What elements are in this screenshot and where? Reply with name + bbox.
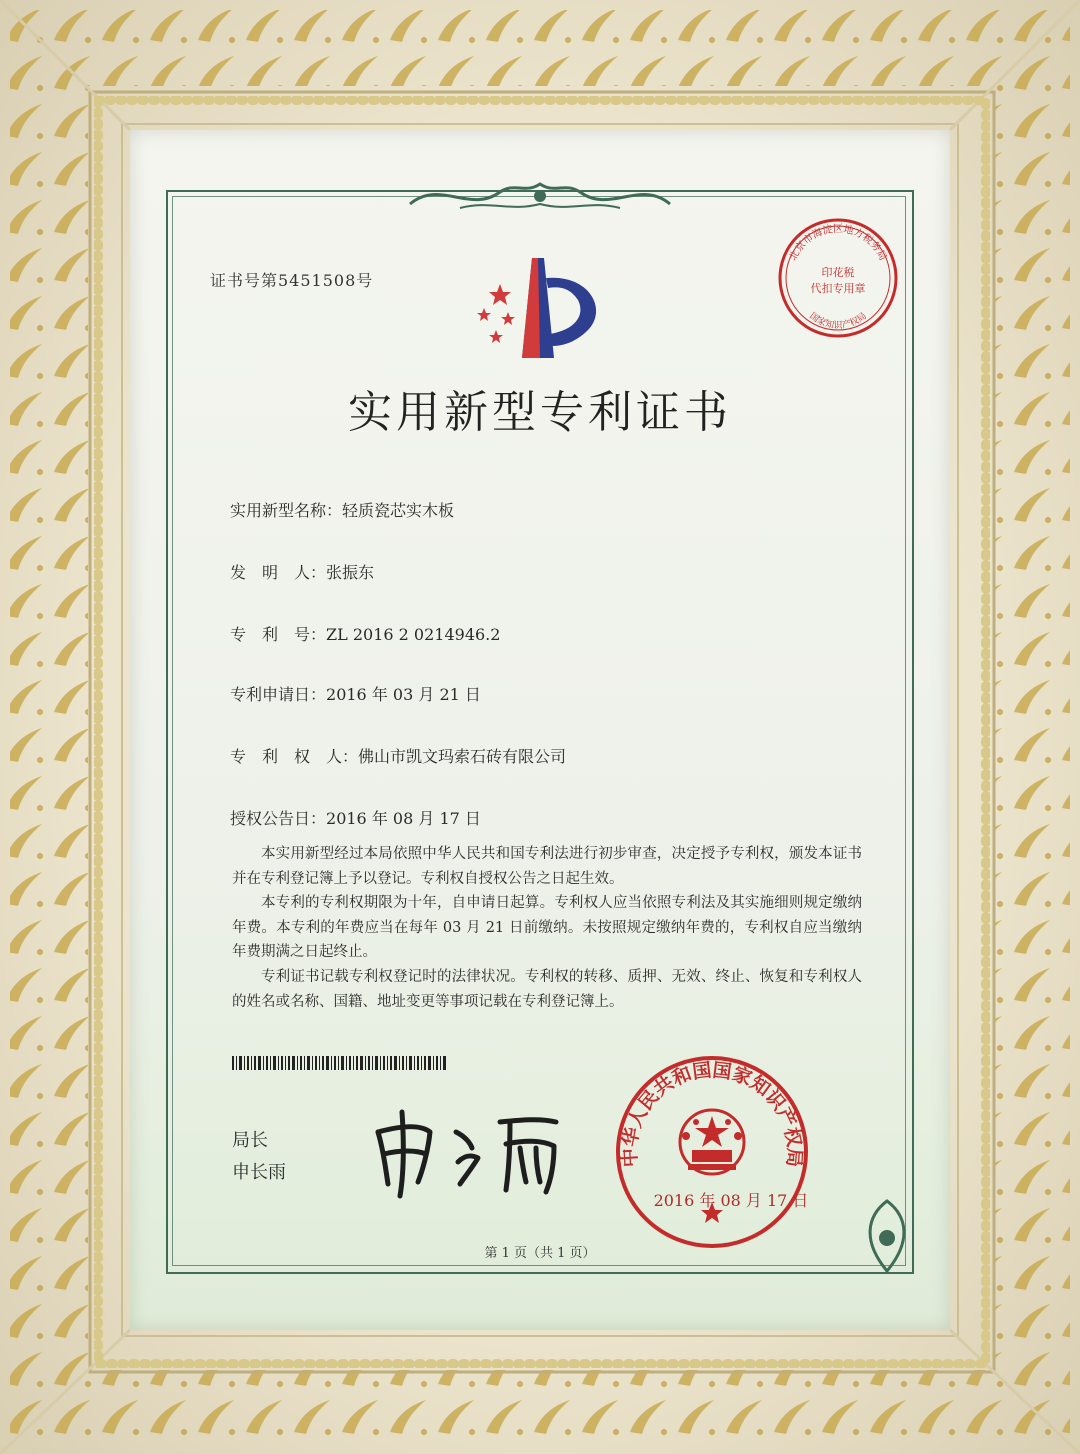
national-emblem-icon — [680, 1110, 744, 1174]
svg-text:中华人民共和国国家知识产权局: 中华人民共和国国家知识产权局 — [618, 1059, 806, 1168]
field-patent-number — [230, 622, 500, 645]
field-value: 轻质瓷芯实木板 — [342, 501, 455, 520]
paragraph-legal-status: 专利证书记载专利权登记时的法律状况。专利权的转移、质押、无效、终止、恢复和专利权人的姓名或名称、国籍、地址变更等事项记载在专利登记簿上。 — [232, 969, 862, 1010]
paragraph-grant: 本实用新型经过本局依照中华人民共和国专利法进行初步审查，决定授予专利权，颁发本证书并在专利登记簿上予以登记。专利权自授权公告之日起生效。 — [232, 846, 862, 887]
director-name: 申长雨 — [232, 1162, 286, 1183]
field-value: 张振东 — [326, 563, 375, 582]
svg-text:国家知识产权局: 国家知识产权局 — [807, 311, 869, 331]
field-model-name — [230, 498, 454, 521]
field-label: 专利申请日： — [230, 685, 327, 704]
page-footer: 第 1 页（共 1 页） — [484, 1246, 596, 1261]
field-label: 发 明 人： — [230, 563, 327, 582]
svg-text:北京市海淀区地方税务局: 北京市海淀区地方税务局 — [787, 224, 889, 263]
scroll-ornament-icon — [400, 174, 680, 220]
tax-stamp-seal — [774, 214, 902, 342]
field-label: 授权公告日： — [230, 809, 327, 828]
field-value: 2016 年 08 月 17 日 — [326, 809, 481, 828]
field-label: 专 利 权 人： — [230, 747, 359, 766]
corner-ornament-icon — [852, 1196, 922, 1276]
sipo-logo-icon — [470, 254, 610, 364]
official-seal — [612, 1052, 812, 1252]
field-label: 实用新型名称： — [230, 501, 343, 520]
field-value: 2016 年 03 月 21 日 — [326, 685, 481, 704]
field-label: 专 利 号： — [230, 625, 327, 644]
seal-date: 2016 年 08 月 17 日 — [653, 1191, 809, 1210]
field-value: 佛山市凯文玛索石砖有限公司 — [358, 747, 567, 766]
director-signature — [360, 1092, 570, 1202]
certificate-title: 实用新型专利证书 — [348, 387, 732, 438]
svg-text:印花税: 印花税 — [821, 266, 855, 279]
field-value: ZL 2016 2 0214946.2 — [326, 625, 501, 644]
certificate-number: 证书号第5451508号 — [210, 271, 374, 290]
field-filing-date — [230, 682, 481, 705]
svg-text:代扣专用章: 代扣专用章 — [810, 282, 866, 295]
director-title: 局长 — [232, 1130, 268, 1151]
field-inventor — [230, 560, 374, 583]
field-grant-date — [230, 806, 481, 829]
paragraph-term: 本专利的专利权期限为十年，自申请日起算。专利权人应当依照专利法及其实施细则规定缴纳年费。本专利的年费应当在每年 03 月 21 日前缴纳。未按照规定缴纳年费的，专利权自应当缴纳年费期满之日起终止。 — [232, 895, 862, 960]
barcode — [232, 1056, 448, 1070]
field-patentee — [230, 744, 566, 767]
